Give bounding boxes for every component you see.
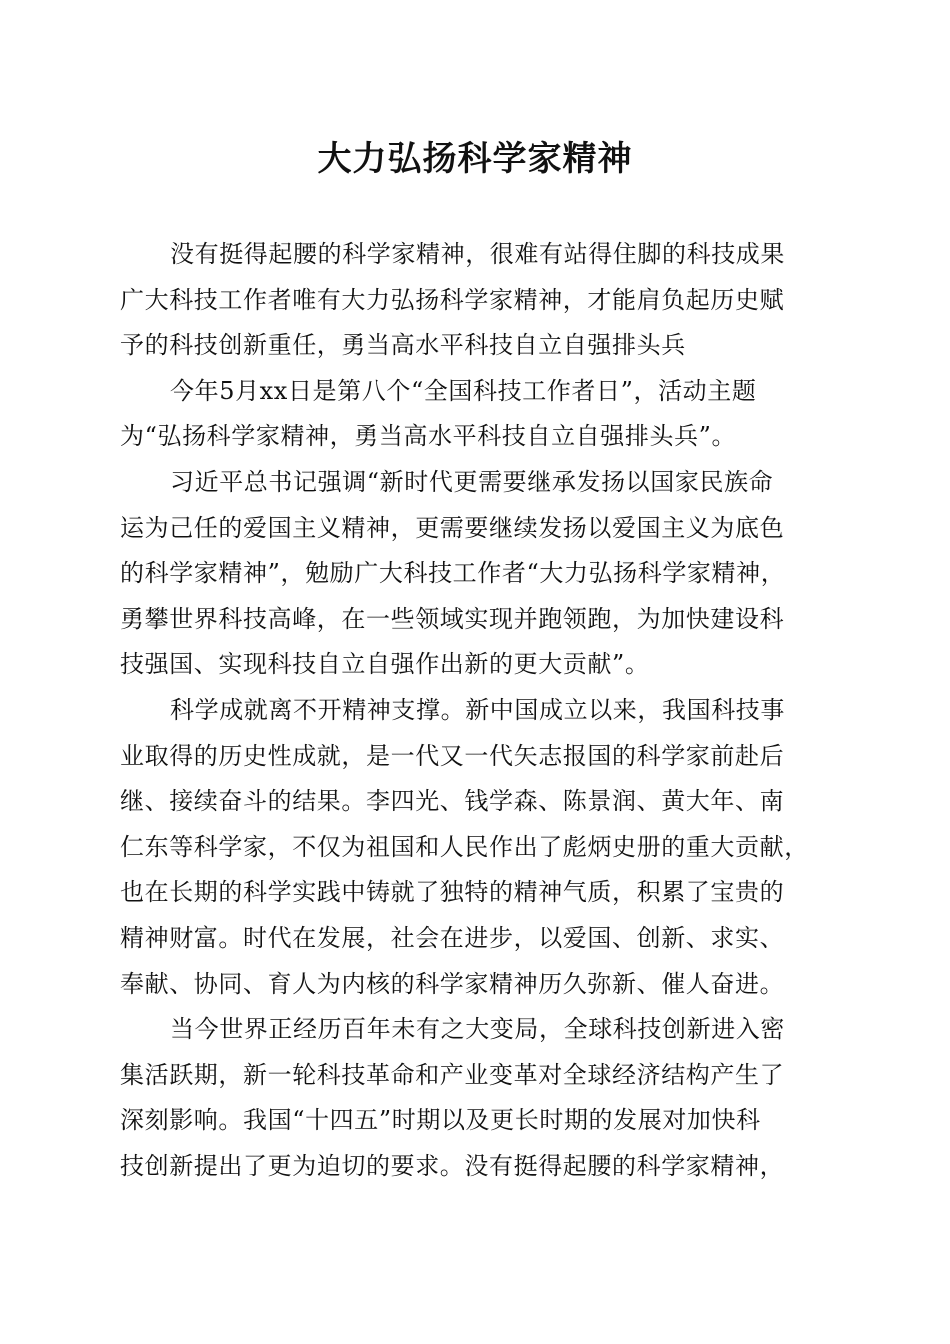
paragraph-line: 的科学家精神”，勉励广大科技工作者“大力弘扬科学家精神，: [120, 559, 786, 588]
paragraph-line: 精神财富。时代在发展，社会在进步，以爱国、创新、求实、: [120, 923, 785, 952]
paragraph-line: 勇攀世界科技高峰，在一些领域实现并跑领跑，为加快建设科: [120, 604, 785, 633]
paragraph-line: 仁东等科学家，不仅为祖国和人民作出了彪炳史册的重大贡献，: [120, 832, 809, 861]
paragraph-line: 今年5月xx日是第八个“全国科技工作者日”，活动主题: [170, 376, 757, 405]
paragraph: [120, 460, 834, 688]
paragraph-line: 予的科技创新重任，勇当高水平科技自立自强排头兵: [120, 331, 686, 360]
paragraph-line: 奉献、协同、育人为内核的科学家精神历久弥新、催人奋进。: [120, 969, 785, 998]
paragraph: [120, 232, 834, 369]
paragraph-line: 继、接续奋斗的结果。李四光、钱学森、陈景润、黄大年、南: [120, 787, 785, 816]
paragraph-line: 技强国、实现科技自立自强作出新的更大贡献”。: [120, 650, 650, 679]
paragraph-line: 技创新提出了更为迫切的要求。没有挺得起腰的科学家精神，: [120, 1151, 785, 1180]
paragraph-line: 业取得的历史性成就，是一代又一代矢志报国的科学家前赴后: [120, 741, 785, 770]
document-title: 大力弘扬科学家精神: [317, 139, 633, 179]
paragraph-line: 科学成就离不开精神支撑。新中国成立以来，我国科技事: [170, 695, 785, 724]
paragraph-line: 为“弘扬科学家精神，勇当高水平科技自立自强排头兵”。: [120, 422, 737, 451]
paragraph-line: 运为己任的爱国主义精神，更需要继续发扬以爱国主义为底色: [120, 513, 785, 542]
paragraph-line: 深刻影响。我国“十四五”时期以及更长时期的发展对加快科: [120, 1106, 761, 1135]
paragraph-line: 也在长期的科学实践中铸就了独特的精神气质，积累了宝贵的: [120, 878, 785, 907]
paragraph-line: 当今世界正经历百年未有之大变局，全球科技创新进入密: [170, 1015, 785, 1044]
paragraph: [120, 369, 834, 460]
paragraph-line: 广大科技工作者唯有大力弘扬科学家精神，才能肩负起历史赋: [120, 285, 785, 314]
paragraph: [120, 1007, 834, 1189]
paragraph-line: 没有挺得起腰的科学家精神，很难有站得住脚的科技成果: [170, 240, 785, 268]
paragraph: [120, 688, 834, 1007]
paragraph-line: 习近平总书记强调“新时代更需要继承发扬以国家民族命: [170, 467, 774, 496]
paragraph-line: 集活跃期，新一轮科技革命和产业变革对全球经济结构产生了: [120, 1060, 785, 1089]
document-body: [120, 232, 834, 1189]
